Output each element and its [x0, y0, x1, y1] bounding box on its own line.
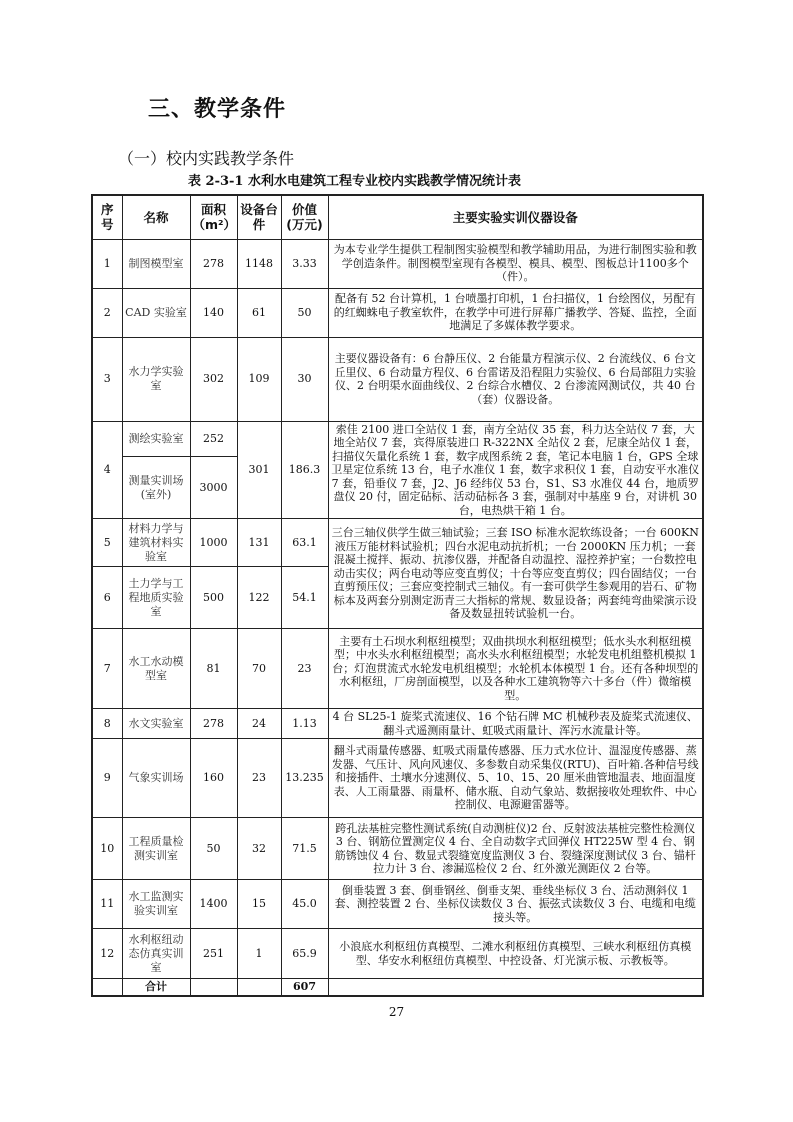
row-equipment: 索佳 2100 进口全站仪 1 套，南方全站仪 35 套，科力达全站仪 7 套，大地全站仪 7 套，宾得原装进口 R-322NX 全站仪 2 套，尼康全站仪 1 套，扫描仪矢量化系统 1 套，数字成图系统 2 套，笔记本电脑 1 台，GPS 全球卫星定位系统 13 台，电子水准仪 1 套，数字求积仪 1 套，自动安平水准仪 7 套，铅垂仪 7 套，J2、J6 经纬仪 53 台，S1、S3 水准仪 44 台，地质罗盘仪 20 付，固定砧标、活动砧标各 3 套，强制对中基座 9 台，对讲机 30 台，电热烘干箱 1 台。	[328, 421, 703, 519]
row-equipment: 跨孔法基桩完整性测试系统(自动测桩仪)2 台、反射波法基桩完整性检测仪 3 台、钢筋位置测定仪 4 台、全自动数字式回弹仪 HT225W 型 4 台、钢筋锈蚀仪 4 台、数显式裂缝宽度监测仪 3 台、裂缝深度测试仪 3 台、锚杆拉力计 3 台、渗漏巡检仪 2 台、红外激光测距仪 2 台等。	[328, 818, 703, 880]
row-name: 制图模型室	[122, 239, 190, 288]
header-equipment: 主要实验实训仪器设备	[328, 195, 703, 239]
row-value: 65.9	[281, 929, 328, 979]
header-no: 序号	[92, 195, 122, 239]
header-name: 名称	[122, 195, 190, 239]
row-name: 水工监测实验实训室	[122, 880, 190, 929]
table-row	[92, 337, 703, 421]
row-name: 水利枢纽动态仿真实训室	[122, 929, 190, 979]
table-row	[92, 880, 703, 929]
row-name: 测绘实验室	[122, 421, 190, 457]
row-count: 61	[237, 288, 281, 337]
row-count: 131	[237, 519, 281, 567]
page-number: 27	[388, 1005, 405, 1019]
row-area: 160	[190, 739, 237, 818]
row-name-secondary: 测量实训场(室外)	[122, 457, 190, 519]
row-equipment: 小浪底水利枢纽仿真模型、二滩水利枢纽仿真模型、三峡水利枢纽仿真模型、华安水利枢纽仿真模型、中控设备、灯光演示板、示教板等。	[328, 929, 703, 979]
row-equipment: 主要仪器设备有：6 台静压仪、2 台能量方程演示仪、2 台流线仪、6 台文丘里仪、6 台动量方程仪、6 台雷诺及沿程阻力实验仪、6 台局部阻力实验仪、2 台明渠水面曲线仪、2 台综合水槽仪、2 台渗流网测试仪，共 40 台（套）仪器设备。	[328, 337, 703, 421]
row-value: 54.1	[281, 567, 328, 629]
table-row	[92, 929, 703, 979]
row-count: 32	[237, 818, 281, 880]
row-count: 15	[237, 880, 281, 929]
row-count: 23	[237, 739, 281, 818]
row-area: 140	[190, 288, 237, 337]
table-header-row	[92, 195, 703, 239]
row-value: 50	[281, 288, 328, 337]
row-value: 71.5	[281, 818, 328, 880]
table-caption: 表 2-3-1 水利水电建筑工程专业校内实践教学情况统计表	[188, 174, 521, 189]
row-count: 1	[237, 929, 281, 979]
table-row	[92, 519, 703, 567]
row-equipment: 4 台 SL25-1 旋桨式流速仪、16 个钻石牌 MC 机械秒表及旋桨式流速仪、翻斗式遥测雨量计、虹吸式雨量计、浑污水流量计等。	[328, 709, 703, 739]
row-area: 1400	[190, 880, 237, 929]
row-area: 302	[190, 337, 237, 421]
section-heading: 三、教学条件	[148, 97, 287, 122]
row-value: 3.33	[281, 239, 328, 288]
total-row	[92, 979, 703, 997]
row-area: 1000	[190, 519, 237, 567]
row-no: 10	[92, 818, 122, 880]
row-no: 9	[92, 739, 122, 818]
row-value: 30	[281, 337, 328, 421]
row-count: 122	[237, 567, 281, 629]
total-label: 合计	[122, 979, 190, 997]
row-count: 109	[237, 337, 281, 421]
row-equipment: 主要有土石坝水利枢纽模型；双曲拱坝水利枢纽模型；低水头水利枢纽模型；中水头水利枢纽模型；高水头水利枢纽模型；水轮发电机组整机模拟 1 台；灯泡贯流式水轮发电机组模型；水轮机本体模型 1 台。还有各种坝型的水利枢纽，厂房剖面模型，以及各种水工建筑物等六十多台（件）微缩模型。	[328, 629, 703, 709]
row-no: 1	[92, 239, 122, 288]
row-no: 6	[92, 567, 122, 629]
row-equipment: 配备有 52 台计算机，1 台喷墨打印机，1 台扫描仪，1 台绘图仪，另配有的红蜘蛛电子教室软件，在教学中可进行屏幕广播教学、答疑、监控，全面地满足了多媒体教学要求。	[328, 288, 703, 337]
row-area: 81	[190, 629, 237, 709]
row-name: 土力学与工程地质实验室	[122, 567, 190, 629]
row-value: 1.13	[281, 709, 328, 739]
row-name: 水工水动模型室	[122, 629, 190, 709]
row-count: 24	[237, 709, 281, 739]
table-row	[92, 629, 703, 709]
row-no: 7	[92, 629, 122, 709]
total-no-empty	[92, 979, 122, 997]
row-area: 278	[190, 709, 237, 739]
row-name: 材料力学与建筑材料实验室	[122, 519, 190, 567]
row-value: 13.235	[281, 739, 328, 818]
header-count: 设备台件	[237, 195, 281, 239]
row-no: 5	[92, 519, 122, 567]
table-row	[92, 739, 703, 818]
row-equipment: 翻斗式雨量传感器、虹吸式雨量传感器、压力式水位计、温湿度传感器、蒸发器、气压计、风向风速仪、多参数自动采集仪(RTU)、百叶箱.各种信号线和接插件、土壤水分速测仪、5、10、15、20 厘米曲管地温表、地面温度表、人工雨量器、雨量杯、储水瓶、自动气象站、数据接收处理软件、中心控制仪、电源避雷器等。	[328, 739, 703, 818]
row-no: 3	[92, 337, 122, 421]
table-row	[92, 288, 703, 337]
row-count: 70	[237, 629, 281, 709]
row-area: 278	[190, 239, 237, 288]
table-row	[92, 421, 703, 457]
table-row	[92, 239, 703, 288]
subsection-heading: （一）校内实践教学条件	[118, 149, 295, 168]
total-equipment-empty	[328, 979, 703, 997]
row-name: CAD 实验室	[122, 288, 190, 337]
row-no: 8	[92, 709, 122, 739]
row-name: 水力学实验室	[122, 337, 190, 421]
row-no: 4	[92, 421, 122, 519]
row-area: 251	[190, 929, 237, 979]
row-area-secondary: 3000	[190, 457, 237, 519]
row-area: 500	[190, 567, 237, 629]
row-area: 252	[190, 421, 237, 457]
row-no: 2	[92, 288, 122, 337]
row-value: 45.0	[281, 880, 328, 929]
row-value: 23	[281, 629, 328, 709]
row-count: 301	[237, 421, 281, 519]
row-value: 63.1	[281, 519, 328, 567]
header-value: 价值(万元)	[281, 195, 328, 239]
row-name: 水文实验室	[122, 709, 190, 739]
total-count-empty	[237, 979, 281, 997]
header-area: 面积（m²）	[190, 195, 237, 239]
table-row	[92, 709, 703, 739]
row-count: 1148	[237, 239, 281, 288]
row-name: 气象实训场	[122, 739, 190, 818]
row-no: 12	[92, 929, 122, 979]
row-equipment: 为本专业学生提供工程制图实验模型和教学辅助用品，为进行制图实验和教学创造条件。制图模型室现有各模型、模具、模型、图板总计1100多个（件）。	[328, 239, 703, 288]
total-area-empty	[190, 979, 237, 997]
row-value: 186.3	[281, 421, 328, 519]
table-row	[92, 818, 703, 880]
row-no: 11	[92, 880, 122, 929]
row-equipment: 倒垂装置 3 套、倒垂钢丝、倒垂支架、垂线坐标仪 3 台、活动测斜仪 1 套、测控装置 2 台、坐标仪读数仪 3 台、振弦式读数仪 3 台、电缆和电缆接头等。	[328, 880, 703, 929]
total-value: 607	[281, 979, 328, 997]
row-name: 工程质量检测实训室	[122, 818, 190, 880]
row-equipment: 三台三轴仪供学生做三轴试验；三套 ISO 标准水泥软练设备；一台 600KN 液压万能材料试验机；四台水泥电动抗折机；一台 2000KN 压力机；一套混凝土搅拌、振动、抗渗仪器，并配备自动温控、湿控养护室；一台数控电动击实仪；两台电动等应变直剪仪；十台等应变直剪仪；四台固结仪；一台直剪预压仪；三套应变控制式三轴仪。有一套可供学生参观用的岩石、矿物标本及两套分别测定沥青三大指标的常规、数显设备；两套纯弯曲梁演示设备及数显扭转试验机一台。	[328, 519, 703, 629]
practice-teaching-table	[91, 194, 704, 997]
row-area: 50	[190, 818, 237, 880]
